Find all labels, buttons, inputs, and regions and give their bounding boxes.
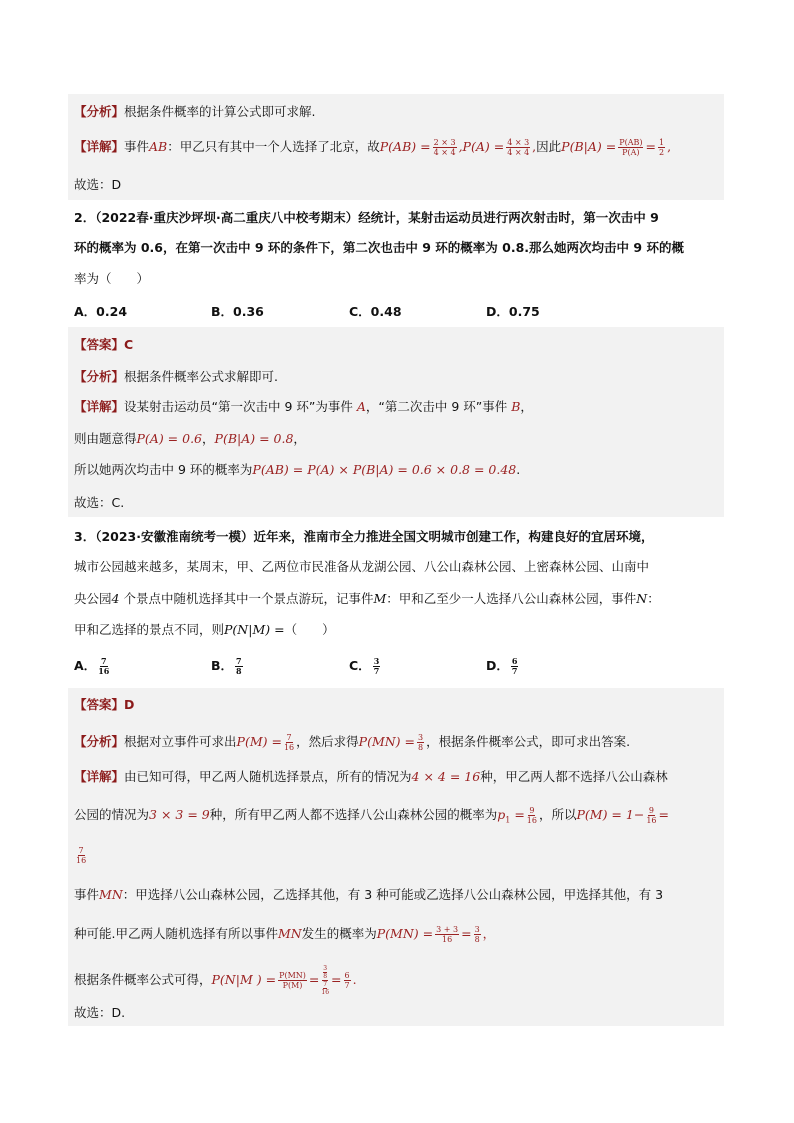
math-expr: P(M) =: [236, 734, 282, 749]
math-var: A: [356, 399, 366, 414]
punct: .: [352, 972, 357, 987]
answer-line: [74, 336, 133, 354]
option-d[interactable]: D． $\frac{6}{7}$: [486, 656, 518, 676]
q-text: ：: [647, 591, 660, 606]
detail-text: 种可能.甲乙两人随机选择有所以事件: [74, 926, 278, 941]
q-var: M: [373, 591, 387, 606]
analysis-tag: 【分析】: [74, 734, 125, 749]
solution-panel-2: [68, 327, 724, 517]
option-c[interactable]: C．0.48: [349, 304, 402, 319]
answer-line: [74, 696, 134, 714]
punct: ,: [532, 139, 537, 154]
detail-text: 设某射击运动员“第一次击中 9 环”为事件: [124, 399, 357, 414]
fraction: $\frac{1}{2}$: [658, 138, 665, 157]
fraction: $\frac{3}{8}$: [418, 733, 424, 752]
punct: ，: [202, 431, 215, 446]
math-event: AB: [149, 139, 168, 154]
math-eq: =: [510, 807, 525, 822]
detail-line: [74, 806, 669, 830]
choose-text: 故选：D: [74, 177, 122, 192]
choose-line: [74, 176, 121, 194]
math-eq: =: [308, 972, 320, 987]
analysis-text: 根据条件概率的计算公式即可求解.: [124, 104, 316, 119]
choose-line: [74, 494, 124, 512]
answer-tag: 【答案】: [74, 337, 125, 352]
math-eq: =: [331, 972, 342, 987]
detail-text: ：甲乙只有其中一个人选择了北京，故: [167, 139, 380, 154]
math-expr: P(B|A) =: [561, 139, 617, 154]
detail-tag: 【详解】: [74, 769, 125, 784]
analysis-line: [74, 733, 630, 752]
math-expr: P(AB) =: [379, 139, 431, 154]
math-expr: P(N|M ) =: [211, 972, 277, 987]
q-text: （ ）: [284, 622, 335, 637]
fraction: $\frac{3}{8}$: [474, 925, 480, 944]
math-var: MN: [99, 887, 123, 902]
choose-text: 故选：C.: [74, 495, 125, 510]
option-d[interactable]: D．0.75: [486, 304, 540, 319]
fraction: $\frac{4 \times 3}{4 \times 4}$: [507, 138, 530, 157]
math-expr: ,P(A) =: [458, 139, 505, 154]
math-expr: P(B|A) = 0.8: [214, 431, 294, 446]
detail-text: 所以她两次均击中 9 环的概率为: [74, 462, 253, 477]
q-text: 甲和乙选择的景点不同，则: [74, 622, 225, 637]
detail-text: 则由题意得: [74, 431, 137, 446]
detail-line: [74, 925, 495, 944]
fraction: $\frac{P(MN)}{P(M)}$: [279, 971, 306, 990]
detail-text: ，所以: [538, 807, 577, 822]
question-2-line-2: 环的概率为 0.6，在第一次击中 9 环的条件下，第二次也击中 9 环的概率为 0.8.那么她两次均击中 9 环的概: [74, 240, 684, 255]
detail-text: 公园的情况为: [74, 807, 150, 822]
fraction: $\frac{9}{16}$: [646, 806, 657, 825]
detail-line: [74, 138, 671, 157]
choose-text: 故选：D.: [74, 1005, 126, 1020]
detail-text: 发生的概率为: [301, 926, 377, 941]
math-expr: P(MN) =: [358, 734, 416, 749]
detail-text: 根据条件概率公式可得，: [74, 972, 212, 987]
detail-text: 由已知可得，甲乙两人随机选择景点，所有的情况为: [124, 769, 412, 784]
detail-line: [74, 430, 306, 448]
answer-value: D: [124, 697, 135, 712]
q-var: N: [636, 591, 648, 606]
detail-text: ：甲选择八公山森林公园，乙选择其他，有 3 种可能或乙选择八公山森林公园，甲选择其他，有 3: [122, 887, 664, 902]
math-eq: =: [658, 807, 669, 822]
analysis-tag: 【分析】: [74, 104, 125, 119]
detail-text: 因此: [536, 139, 562, 154]
math-var: B: [511, 399, 521, 414]
fraction: $\frac{P(AB)}{P(A)}$: [619, 138, 643, 157]
detail-text: ，“第二次击中 9 环”事件: [365, 399, 512, 414]
option-a[interactable]: A．0.24: [74, 304, 128, 319]
math-var: p: [497, 807, 506, 822]
fraction: $\frac{2 \times 3}{4 \times 4}$: [433, 138, 456, 157]
math-sub: 1: [505, 815, 511, 825]
math-var: MN: [277, 926, 302, 941]
answer-tag: 【答案】: [74, 697, 125, 712]
analysis-text: ，然后求得: [296, 734, 359, 749]
math-expr: 3 × 3 = 9: [149, 807, 210, 822]
q-text: ：甲和乙至少一人选择八公山森林公园，事件: [386, 591, 637, 606]
analysis-text: 根据对立事件可求出: [124, 734, 237, 749]
math-eq: =: [461, 926, 472, 941]
punct: .: [516, 462, 521, 477]
fraction: $\frac{9}{16}$: [526, 806, 537, 825]
q-text: 个景点中随机选择其中一个景点游玩，记事件: [119, 591, 374, 606]
punct: ，: [293, 431, 306, 446]
q-text: 央公园: [74, 591, 112, 606]
detail-tag: 【详解】: [74, 399, 125, 414]
math-expr: P(AB) = P(A) × P(B|A) = 0.6 × 0.8 = 0.48: [252, 462, 517, 477]
detail-text: 种，所有甲乙两人都不选择八公山森林公园的概率为: [209, 807, 498, 822]
choose-line: [74, 1004, 125, 1022]
detail-line: [74, 886, 663, 904]
q-num: 4: [111, 591, 120, 606]
detail-text: 种，甲乙两人都不选择八公山森林: [480, 769, 668, 784]
q-expr: P(N|M) =: [224, 622, 285, 637]
detail-text: 事件: [124, 139, 150, 154]
question-2-line-3: 率为（ ）: [74, 271, 150, 286]
math-expr: 4 × 4 = 16: [411, 769, 481, 784]
option-b[interactable]: B． $\frac{7}{8}$: [211, 656, 242, 676]
question-2-line-1: 2．（2022春·重庆沙坪坝·高二重庆八中校考期末）经统计，某射击运动员进行两次射击时，第一次击中 9: [74, 210, 659, 225]
analysis-text: ，根据条件概率公式，即可求出答案.: [426, 734, 631, 749]
math-expr: P(MN) =: [376, 926, 434, 941]
question-3-line-3: [74, 590, 660, 608]
analysis-text: 根据条件概率公式求解即可.: [124, 369, 278, 384]
nested-fraction: 3 8 7 16: [321, 965, 330, 996]
detail-text: 事件: [74, 887, 100, 902]
math-eq: =: [645, 139, 656, 154]
fraction: $\frac{7}{16}$: [283, 733, 295, 752]
detail-line: [74, 768, 668, 786]
fraction: $\frac{7}{16}$: [76, 846, 87, 865]
analysis-line: [74, 103, 316, 121]
math-expr: P(A) = 0.6: [136, 431, 203, 446]
analysis-tag: 【分析】: [74, 369, 125, 384]
question-3-line-4: [74, 621, 335, 639]
option-a[interactable]: A． $\frac{7}{16}$: [74, 656, 110, 676]
fraction: $\frac{3 + 3}{16}$: [436, 925, 459, 944]
detail-text: ，: [520, 399, 533, 414]
math-expr: P(M) = 1−: [576, 807, 645, 822]
analysis-line: [74, 368, 278, 386]
detail-tag: 【详解】: [74, 139, 125, 154]
detail-line: [74, 461, 520, 479]
option-b[interactable]: B．0.36: [211, 304, 264, 319]
detail-line: [74, 965, 357, 996]
option-c[interactable]: C． $\frac{3}{7}$: [349, 656, 380, 676]
question-3-line-1: 3．（2023·安徽淮南统考一模）近年来，淮南市全力推进全国文明城市创建工作，构建良好的宜居环境，: [74, 529, 654, 544]
detail-line: [74, 398, 533, 416]
answer-value: C: [124, 337, 134, 352]
punct: ，: [482, 926, 496, 941]
fraction: $\frac{6}{7}$: [344, 971, 350, 990]
detail-line: [74, 846, 88, 865]
punct: ,: [667, 139, 672, 154]
question-3-line-2: 城市公园越来越多，某周末，甲、乙两位市民准备从龙湖公园、八公山森林公园、上密森林公园、山南中: [74, 559, 650, 574]
